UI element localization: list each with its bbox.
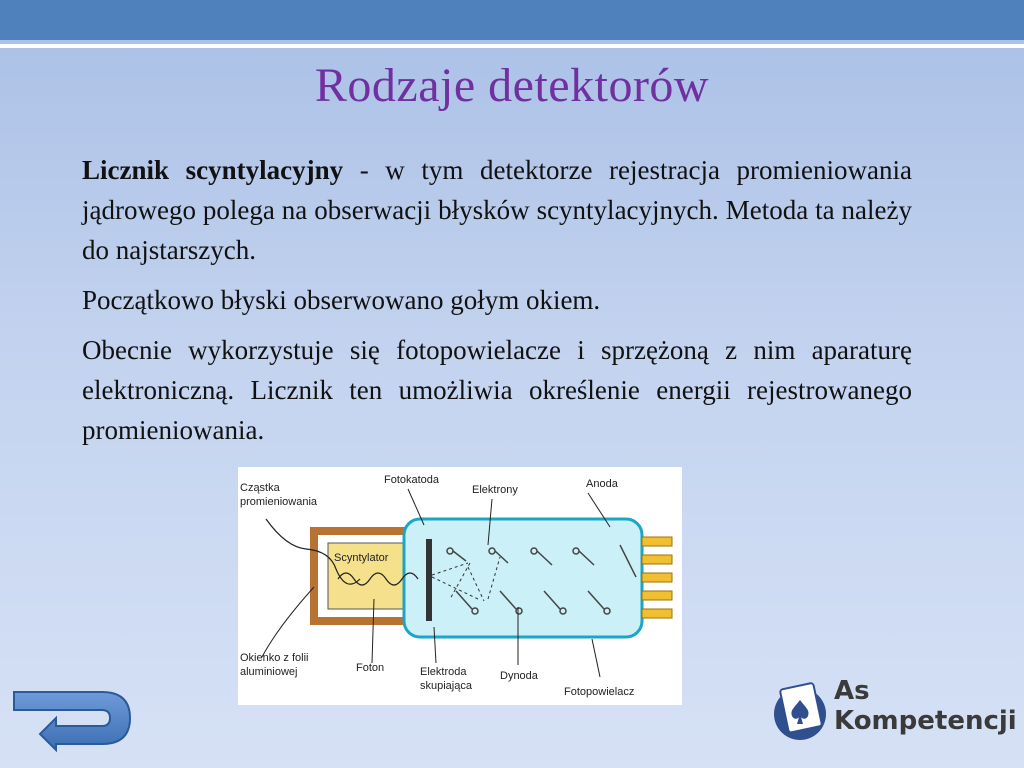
paragraph-1-bold: Licznik scyntylacyjny xyxy=(82,155,344,185)
slide-content xyxy=(82,150,912,460)
return-arrow-icon xyxy=(10,688,134,756)
top-bar xyxy=(0,0,1024,40)
logo-text xyxy=(834,676,1017,736)
paragraph-1-text: - w tym detektorze rejestracja promieniowania jądrowego polega na obserwacji błysków scyntylacyjnych. Metoda ta należy do najstarszych. xyxy=(82,155,912,265)
paragraph-3: Obecnie wykorzystuje się fotopowielacze i sprzężoną z nim aparaturę elektroniczną. Licznik ten umożliwia określenie energii rejestrowanego promieniowania. xyxy=(82,335,912,445)
pin-1 xyxy=(642,537,672,546)
label-anode: Anoda xyxy=(586,478,618,490)
scintillation-counter-diagram xyxy=(238,467,682,705)
label-photocathode: Fotokatoda xyxy=(384,474,440,486)
label-window-2: aluminiowej xyxy=(240,666,298,678)
pin-2 xyxy=(642,555,672,564)
label-dynode: Dynoda xyxy=(500,670,538,682)
label-scintillator: Scyntylator xyxy=(334,552,389,564)
label-particle-1: Cząstka xyxy=(240,482,280,494)
pin-4 xyxy=(642,591,672,600)
logo-line-1: As xyxy=(834,676,870,706)
logo-line-2: Kompetencji xyxy=(834,706,1017,736)
label-window-1: Okienko z folii xyxy=(240,652,309,664)
label-focusing-1: Elektroda xyxy=(420,666,467,678)
pin-3 xyxy=(642,573,672,582)
label-focusing-2: skupiająca xyxy=(420,680,472,692)
paragraph-1 xyxy=(82,150,912,270)
label-photon: Foton xyxy=(356,662,385,674)
top-divider xyxy=(0,44,1024,48)
label-photomultiplier: Fotopowielacz xyxy=(564,686,635,698)
label-particle-2: promieniowania xyxy=(240,496,318,508)
paragraph-2: Początkowo błyski obserwowano gołym okiem. xyxy=(82,285,601,315)
slide-title: Rodzaje detektorów xyxy=(314,59,710,112)
label-electrons: Elektrony xyxy=(472,484,518,496)
back-button[interactable] xyxy=(10,688,134,756)
pin-5 xyxy=(642,609,672,618)
logo xyxy=(770,676,1017,746)
photomultiplier-tube xyxy=(404,519,642,637)
spade-card-icon xyxy=(770,676,830,746)
diagram-svg xyxy=(238,467,682,705)
photocathode xyxy=(426,539,432,621)
